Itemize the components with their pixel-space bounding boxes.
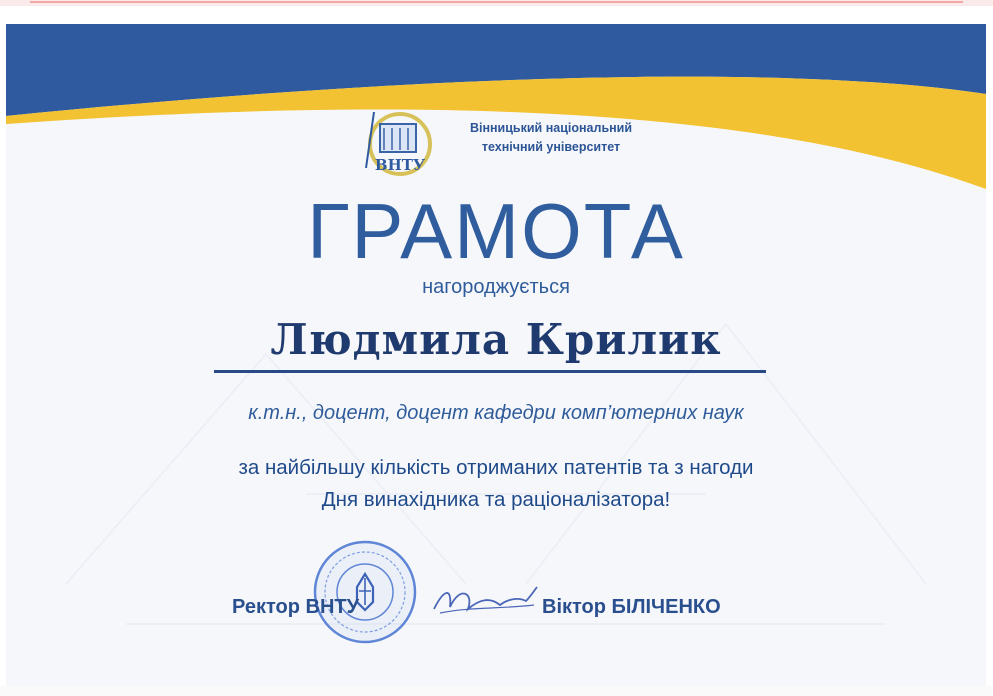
bottom-strip — [0, 686, 993, 696]
award-reason — [6, 452, 986, 516]
certificate — [6, 24, 986, 686]
top-strip — [0, 0, 993, 6]
svg-text:ВНТУ: ВНТУ — [374, 156, 426, 174]
university-name-line2: технічний університет — [481, 140, 621, 154]
university-name-line1: Вінницький національний — [469, 121, 633, 135]
awarded-text: нагороджується — [422, 276, 570, 298]
rector-label: Ректор ВНТУ — [232, 596, 360, 618]
award-reason-line2: Дня винахідника та раціоналізатора! — [321, 488, 671, 511]
vntu-logo-icon — [360, 106, 434, 186]
recipient-underline — [214, 370, 766, 373]
rector-name: Віктор БІЛІЧЕНКО — [542, 596, 721, 618]
handwritten-signature — [430, 579, 540, 624]
recipient-position: к.т.н., доцент, доцент кафедри комп’ютерних наук — [248, 402, 744, 424]
recipient-name: Людмила Крилик — [270, 315, 722, 364]
award-reason-line1: за найбільшу кількість отриманих патентів та з нагоди — [238, 456, 754, 479]
university-name — [446, 119, 656, 157]
certificate-title: ГРАМОТА — [307, 187, 685, 275]
official-seal-icon — [312, 539, 418, 645]
